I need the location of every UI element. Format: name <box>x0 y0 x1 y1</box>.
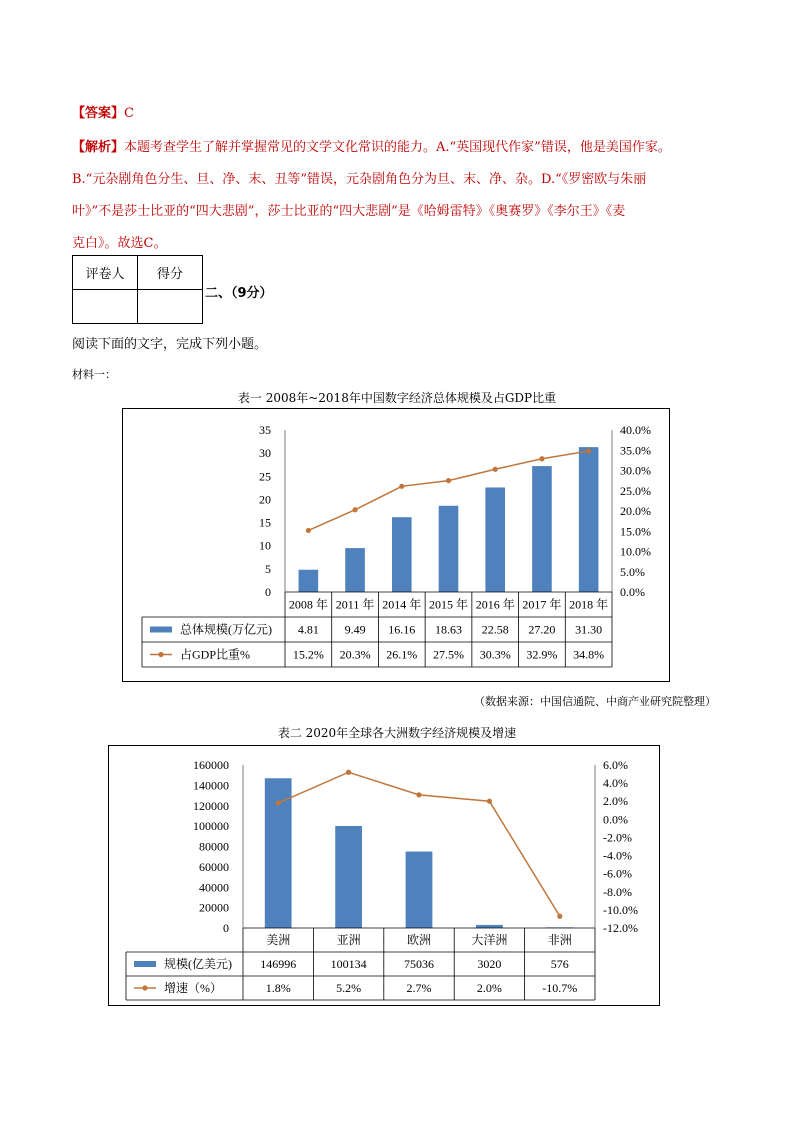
chart1-line-value: 20.3% <box>339 647 371 662</box>
chart2-legend-bar-name: 规模(亿美元) <box>164 957 232 971</box>
chart1-bar <box>485 487 505 592</box>
chart2-y-left-tick: 0 <box>223 921 229 935</box>
chart1-legend-bar-key <box>150 627 172 633</box>
chart1-line-value: 34.8% <box>573 647 605 662</box>
chart2-y-right-tick: 0.0% <box>603 812 628 827</box>
chart1-legend-line-key-point <box>158 652 163 657</box>
chart1-y-right-tick: 35.0% <box>620 443 651 458</box>
chart1-y-right-tick: 40.0% <box>620 423 651 437</box>
chart2-y-left-tick: 40000 <box>199 880 229 895</box>
chart1-category-label: 2011 年 <box>335 597 375 612</box>
chart1-y-right-tick: 10.0% <box>620 544 651 559</box>
chart1-bar-value: 9.49 <box>344 622 366 637</box>
chart1-bar <box>579 447 599 592</box>
chart2-category-label: 美洲 <box>266 933 291 947</box>
chart1-bar <box>532 466 552 592</box>
chart2-y-right-tick: -2.0% <box>603 830 632 845</box>
analysis-label: 【解析】 <box>72 140 125 155</box>
chart2-category-label: 欧洲 <box>406 933 432 947</box>
chart1-bar <box>299 570 319 592</box>
chart2-y-right-tick: -12.0% <box>603 921 638 935</box>
chart2-line-point <box>487 799 492 804</box>
chart1-line-point <box>493 467 498 472</box>
chart2-y-left-tick: 160000 <box>193 758 229 772</box>
chart2-line-point <box>346 770 351 775</box>
chart2-y-left-tick: 60000 <box>199 859 229 874</box>
source-note: （数据来源：中国信通院、中商产业研究院整理） <box>474 695 716 708</box>
chart2-y-right-tick: 2.0% <box>603 794 628 809</box>
material-label: 材料一： <box>72 368 116 381</box>
analysis-text-1: 本题考查学生了解并掌握常见的文学文化常识的能力。A.“英国现代作家”错误，他是美国作家。 <box>124 140 671 155</box>
chart2-y-right-tick: 6.0% <box>603 758 628 772</box>
chart1-bar-value: 16.16 <box>388 622 416 637</box>
chart1-line-value: 27.5% <box>433 647 464 662</box>
analysis-line-2: B.“元杂剧角色分生、旦、净、末、丑等”错误，元杂剧角色分为旦、末、净、杂。D.“《罗密欧与朱丽 <box>72 172 647 187</box>
chart2 <box>108 745 660 1006</box>
chart1-category-label: 2014 年 <box>382 597 422 612</box>
chart1-title: 表一 2008年~2018年中国数字经济总体规模及占GDP比重 <box>237 391 557 405</box>
chart2-category-label: 大洋洲 <box>471 933 508 947</box>
chart1-y-right-tick: 15.0% <box>620 524 651 539</box>
answer-line <box>72 102 134 121</box>
chart1-line-value: 32.9% <box>526 647 558 662</box>
chart1-y-right-tick: 25.0% <box>620 483 651 498</box>
chart1-category-label: 2008 年 <box>288 597 328 612</box>
analysis-line-1 <box>72 136 671 155</box>
chart2-line-point <box>416 792 421 797</box>
chart1-line-point <box>352 507 357 512</box>
chart1-bar-value: 22.58 <box>481 622 509 637</box>
chart1-bar <box>392 517 412 592</box>
chart2-bar-value: 3020 <box>477 957 502 971</box>
chart1-bar <box>345 548 365 592</box>
chart2-bar-value: 100134 <box>330 957 367 971</box>
chart1-y-left-tick: 30 <box>259 446 271 461</box>
chart1-legend-bar-name: 总体规模(万亿元) <box>180 622 272 637</box>
chart2-bar-value: 75036 <box>404 957 434 971</box>
answer-value: C <box>124 106 134 121</box>
chart1-category-label: 2018 年 <box>569 597 609 612</box>
section-title: 二、（9分） <box>205 286 273 301</box>
chart1-y-right-tick: 30.0% <box>620 463 651 478</box>
chart2-line-point <box>276 800 281 805</box>
chart2-line-value: -10.7% <box>542 981 578 995</box>
chart1-bar-value: 31.30 <box>575 622 603 637</box>
chart2-bar-value: 576 <box>550 957 569 971</box>
score-cell <box>138 290 203 324</box>
chart1-y-left-tick: 20 <box>259 492 271 507</box>
answer-label: 【答案】 <box>72 106 125 121</box>
grader-header: 评卷人 <box>73 256 138 290</box>
chart1-y-right-tick: 5.0% <box>620 564 645 579</box>
chart2-legend-line-name: 增速（%） <box>164 981 222 995</box>
chart1-line-value: 30.3% <box>479 647 511 662</box>
chart2-legend-bar-key <box>134 961 156 967</box>
chart1-y-left-tick: 35 <box>259 423 271 437</box>
chart2-category-label: 亚洲 <box>336 933 361 947</box>
chart1-line-value: 15.2% <box>292 647 324 662</box>
chart1-y-left-tick: 5 <box>265 561 271 576</box>
chart1-y-left-tick: 0 <box>265 585 271 599</box>
score-header: 得分 <box>138 256 203 290</box>
chart2-legend-line-key-point <box>142 985 147 990</box>
chart2-y-right-tick: -8.0% <box>603 884 632 899</box>
chart2-line-point <box>557 914 562 919</box>
chart2-line-value: 5.2% <box>336 981 362 995</box>
chart1-category-label: 2016 年 <box>475 597 515 612</box>
chart1-bar-value: 27.20 <box>528 622 556 637</box>
instruction-text: 阅读下面的文字，完成下列小题。 <box>72 337 268 352</box>
chart2-y-right-tick: -4.0% <box>603 848 632 863</box>
chart1-bar-value: 18.63 <box>435 622 462 637</box>
grader-cell <box>73 290 138 324</box>
chart2-y-right-tick: -6.0% <box>603 866 632 881</box>
analysis-line-4: 克白》。故选C。 <box>72 236 167 251</box>
chart1-y-left-tick: 25 <box>259 469 271 484</box>
chart2-y-left-tick: 100000 <box>193 819 229 834</box>
chart2-y-left-tick: 140000 <box>193 778 229 793</box>
chart1-bar-value: 4.81 <box>297 622 319 637</box>
chart2-category-label: 非洲 <box>547 933 572 947</box>
chart1-line-point <box>586 448 591 453</box>
chart2-line-value: 1.8% <box>265 981 291 995</box>
chart2-line-value: 2.7% <box>406 981 432 995</box>
chart2-title: 表二 2020年全球各大洲数字经济规模及增速 <box>277 726 517 740</box>
chart2-bar-value: 146996 <box>260 957 297 971</box>
chart1-bar <box>439 506 459 592</box>
chart1-y-left-tick: 15 <box>259 515 271 530</box>
chart1-category-label: 2017 年 <box>522 597 562 612</box>
chart2-y-right-tick: 4.0% <box>603 776 628 791</box>
chart2-y-right-tick: -10.0% <box>603 902 638 917</box>
chart2-y-left-tick: 80000 <box>199 839 229 854</box>
chart2-line-value: 2.0% <box>476 981 502 995</box>
analysis-line-3: 叶》”不是莎士比亚的“四大悲剧”，莎士比亚的“四大悲剧”是《哈姆雷特》《奥赛罗》《李尔王》《麦 <box>72 204 626 219</box>
chart1-category-label: 2015 年 <box>428 597 469 612</box>
chart1-y-left-tick: 10 <box>259 538 271 553</box>
chart2-bar <box>476 925 503 928</box>
chart1-legend-line-name: 占GDP比重% <box>180 647 251 662</box>
chart1 <box>122 408 670 682</box>
chart2-bar <box>406 852 433 928</box>
chart1-line-point <box>306 528 311 533</box>
chart1-line-value: 26.1% <box>386 647 418 662</box>
chart1-y-right-tick: 20.0% <box>620 504 651 518</box>
chart1-y-right-tick: 0.0% <box>620 585 645 599</box>
chart1-line-point <box>399 484 404 489</box>
score-table <box>72 255 203 324</box>
chart1-line-point <box>446 478 451 483</box>
chart2-y-left-tick: 120000 <box>193 798 229 813</box>
chart2-y-left-tick: 20000 <box>199 900 229 915</box>
chart1-line-point <box>539 456 544 461</box>
chart2-bar <box>335 826 362 928</box>
